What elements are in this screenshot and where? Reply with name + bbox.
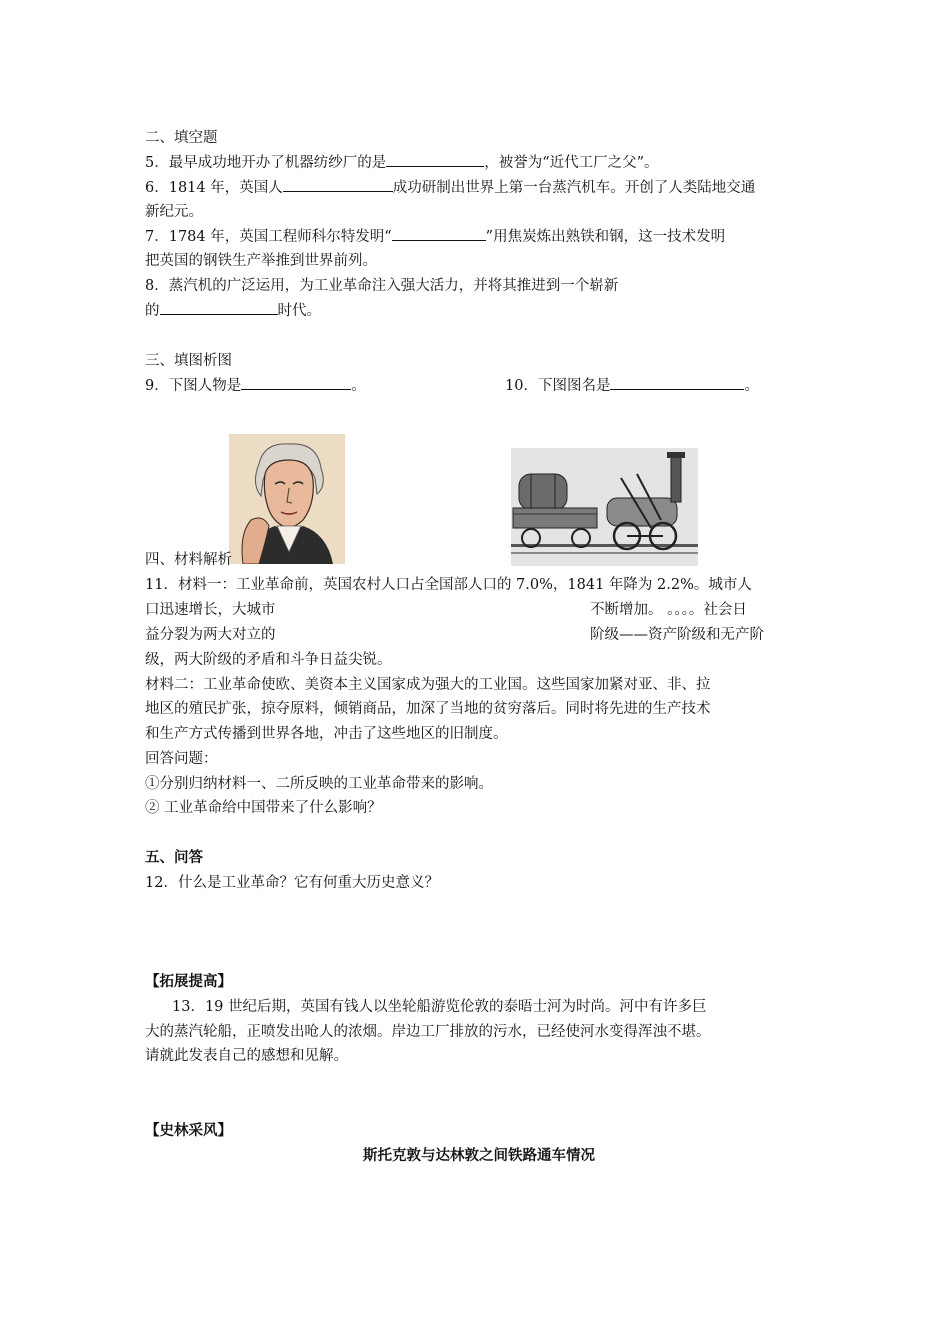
history-notes-heading: 【史林采风】 bbox=[145, 1123, 232, 1139]
section-5-heading: 五、问答 bbox=[145, 850, 203, 866]
locomotive-image bbox=[511, 448, 698, 566]
material-1-line-2: 口迅速增长，大城市 bbox=[145, 602, 276, 618]
material-1-line-3: 益分裂为两大对立的 bbox=[145, 627, 276, 643]
question-8: 8．蒸汽机的广泛运用，为工业革命注入强大活力，并将其推进到一个崭新 bbox=[145, 278, 619, 294]
question-5: 5．最早成功地开办了机器纺纱厂的是 ，被誉为“近代工厂之父”。 bbox=[145, 152, 659, 174]
answer-blank[interactable] bbox=[386, 152, 484, 167]
material-1-line-1: 11．材料一：工业革命前，英国农村人口占全国部人口的 7.0%，1841 年降为 2.2%。城市人 bbox=[145, 577, 752, 593]
section-3-heading: 三、填图析图 bbox=[145, 353, 232, 369]
question-13-line-2: 大的蒸汽轮船，正喷发出呛人的浓烟。岸边工厂排放的污水，已经使河水变得浑浊不堪。 bbox=[145, 1024, 711, 1040]
answer-blank[interactable] bbox=[392, 226, 486, 241]
extension-heading: 【拓展提高】 bbox=[145, 974, 232, 990]
question-6: 6．1814 年，英国人 成功研制出世界上第一台蒸汽机车。开创了人类陆地交通 bbox=[145, 177, 755, 199]
section-4-heading: 四、材料解析 bbox=[145, 552, 232, 568]
material-2-line-2: 地区的殖民扩张，掠夺原料，倾销商品，加深了当地的贫穷落后。同时将先进的生产技术 bbox=[145, 701, 711, 717]
question-8-cont: 的 时代。 bbox=[145, 300, 321, 322]
material-1-line-4: 级，两大阶级的矛盾和斗争日益尖锐。 bbox=[145, 652, 392, 668]
question-7-cont: 把英国的钢铁生产举推到世界前列。 bbox=[145, 253, 377, 269]
history-notes-title: 斯托克敦与达林敦之间铁路通车情况 bbox=[363, 1148, 595, 1164]
answer-blank[interactable] bbox=[241, 375, 351, 390]
question-13-line-3: 请就此发表自己的感想和见解。 bbox=[145, 1048, 348, 1064]
section-2-heading: 二、填空题 bbox=[145, 130, 218, 146]
material-1-line-2-right: 不断增加。 。。。。社会日 bbox=[590, 602, 747, 618]
portrait-image bbox=[229, 434, 345, 564]
material-2-line-1: 材料二：工业革命使欧、美资本主义国家成为强大的工业国。这些国家加紧对亚、非、拉 bbox=[145, 677, 711, 693]
portrait-of-james-watt-icon bbox=[229, 434, 345, 564]
answer-blank[interactable] bbox=[610, 375, 744, 390]
question-13-line-1: 13．19 世纪后期，英国有钱人以坐轮船游览伦敦的泰晤士河为时尚。河中有许多巨 bbox=[172, 999, 707, 1015]
early-steam-locomotive-icon bbox=[511, 448, 698, 566]
answer-prompt: 回答问题： bbox=[145, 751, 218, 767]
answer-blank[interactable] bbox=[160, 300, 278, 315]
sub-question-2: ② 工业革命给中国带来了什么影响？ bbox=[145, 800, 382, 816]
answer-blank[interactable] bbox=[283, 177, 393, 192]
question-7: 7．1784 年，英国工程师科尔特发明“ ”用焦炭炼出熟铁和钢，这一技术发明 bbox=[145, 226, 725, 248]
question-10: 10．下图图名是 。 bbox=[505, 375, 759, 397]
material-2-line-3: 和生产方式传播到世界各地，冲击了这些地区的旧制度。 bbox=[145, 726, 508, 742]
question-6-cont: 新纪元。 bbox=[145, 204, 203, 220]
material-1-line-3-right: 阶级——资产阶级和无产阶 bbox=[590, 627, 764, 643]
sub-question-1: ①分别归纳材料一、二所反映的工业革命带来的影响。 bbox=[145, 776, 493, 792]
question-12: 12．什么是工业革命？它有何重大历史意义？ bbox=[145, 875, 439, 891]
question-9: 9．下图人物是 。 bbox=[145, 375, 366, 397]
